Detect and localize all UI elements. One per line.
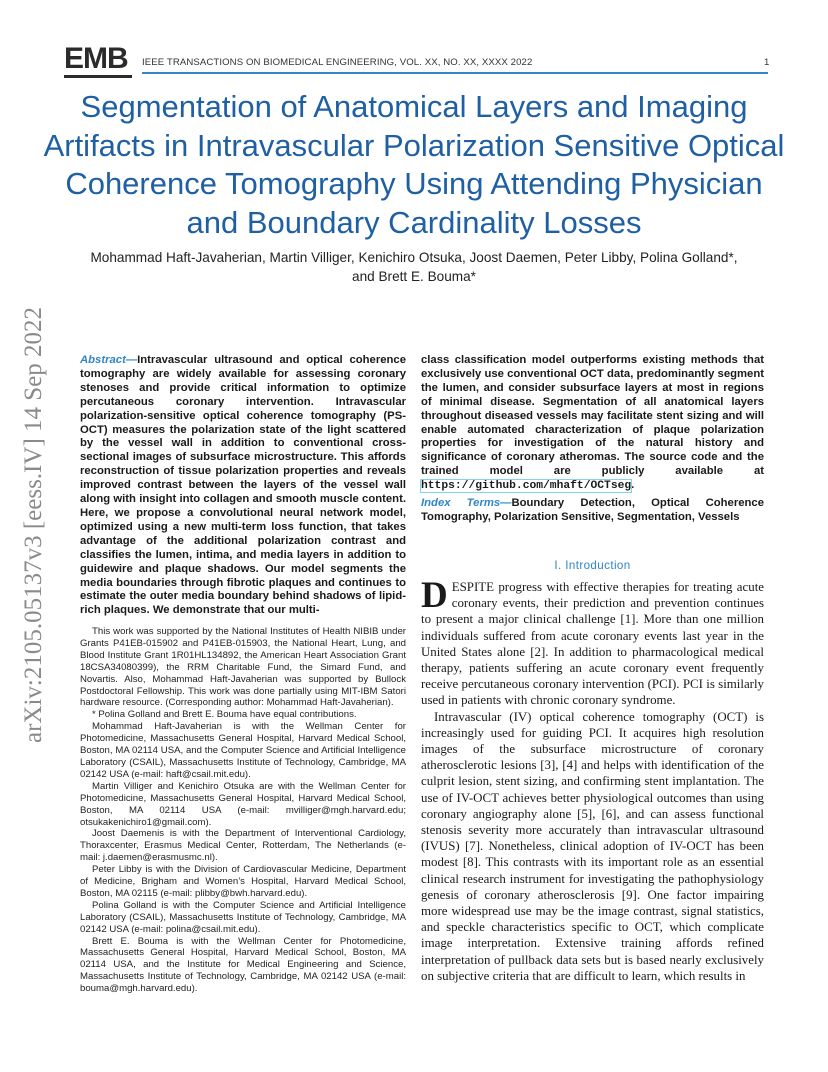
arxiv-id: arXiv:2105.05137v3 [eess.IV] 14 Sep 2022 [20,306,47,744]
source-code-link[interactable]: https://github.com/mhaft/OCTseg [421,480,632,493]
index-terms-text: Boundary Detection, Optical Coherence Tomography, Polarization Sensitive, Segmentation, Vessels [421,497,764,523]
footnote-affiliation: Martin Villiger and Kenichiro Otsuka are with the Wellman Center for Photomedicine, Massachusetts General Hospital, Harvard Medical School, Boston, MA 02114 USA (e-mail: mvilliger@mgh.harvard.edu; otsukakenichiro1@gmail.com). [80,780,406,828]
abstract-text-right: class classification model outperforms existing methods that exclusively use conventional OCT data, predominantly segment the lumen, and consider subsurface layers at most in regions of minimal disease. Segmentation of all anatomical layers throughout diseased vessels may facilitate stent sizing and will enable automated characterization of plaque polarization properties for investigation of the natural history and significance of coronary atheromas. The source code and the trained model are publicly available at [421,354,764,478]
abstract-left [80,354,406,618]
abstract-text-left: Intravascular ultrasound and optical coherence tomography are widely available for assessing coronary stenoses and provide critical information to optimize percutaneous coronary intervention. Intravascular polarization-sensitive optical coherence tomography (PS-OCT) measures the polarization state of the light scattered by the vessel wall in addition to conventional cross-sectional images of subsurface microstructure. This affords reconstruction of tissue polarization properties and reveals improved contrast between the layers of the vessel wall along with insight into collagen and smooth muscle content. Here, we propose a convolutional neural network model, optimized using a new multi-term loss function, that takes advantage of the additional polarization contrast and classifies the lumen, intima, and media layers in addition to guidewire and plaque shadows. Our model segments the media boundaries through fibrotic plaques and continues to estimate the outer media boundary behind shadows of lipid-rich plaques. We demonstrate that our multi- [80,354,406,617]
header-rule [142,72,768,74]
running-head: IEEE TRANSACTIONS ON BIOMEDICAL ENGINEERING, VOL. XX, NO. XX, XXXX 2022 [142,57,533,68]
introduction-body [421,575,764,984]
index-terms [421,496,764,524]
intro-paragraph-2: Intravascular (IV) optical coherence tomography (OCT) is increasingly used for guiding PCI. It acquires high resolution images of the subsurface microstructure of coronary atherosclerotic lesions [3], [4] and helps with identification of the culprit lesion, stent sizing, and confirming stent implantation. The use of IV-OCT achieves better physiological outcomes than using coronary angiography alone [5], [6], and can assess functional stenosis severity more accurately than intravascular ultrasound (IVUS) [7]. Nonetheless, clinical adoption of IV-OCT has been modest [8]. This contrasts with its important role as an essential clinical research instrument for investigating the pathophysiology genesis of coronary atherosclerosis [9]. One factor impairing more widespread use may be the image contrast, signal statistics, and speckle characteristics specific to OCT, which complicate image interpretation. Extensive training affords refined interpretation of pullback data sets but is based nearly exclusively on subjective criteria that are difficult to learn, which results in [421,709,764,983]
intro-paragraph-1-text: ESPITE progress with effective therapies for treating acute coronary events, their prediction and prevention continues to present a major clinical challenge [1]. More than one million individuals suffered from acute coronary events last year in the United States alone [2]. In addition to pharmacological medical therapy, patients suffering an acute coronary event frequently receive percutaneous coronary intervention (PCI). PCI is similarly used in patients with chronic coronary syndrome. [421,580,764,708]
abstract-label: Abstract— [80,354,138,366]
footnote-affiliation: Mohammad Haft-Javaherian is with the Wellman Center for Photomedicine, Massachusetts General Hospital, Harvard Medical School, Boston, MA 02114 USA, and the Computer Science and Artificial Intelligence Laboratory (CSAIL), Massachusetts Institute of Technology, Cambridge, MA 02142 USA (e-mail: haft@csail.mit.edu). [80,721,406,780]
abstract-right [421,354,764,494]
footnotes [80,626,406,995]
emb-logo [64,42,132,76]
footnote-funding: This work was supported by the National Institutes of Health NIBIB under Grants P41EB-015902 and P41EB-015903, the National Heart, Lung, and Blood Institute Grant 1R01HL134892, the American Heart Association Grant 18CSA34080399), the RRM Charitable Fund, the Simard Fund, and Novartis. Also, Mohammad Haft-Javaherian was supported by Bullock Postdoctoral Fellowship. This work was done partially using MIT-IBM Satori hardware resource. (Corresponding author: Mohammad Haft-Javaherian). [80,626,406,709]
drop-cap: D [421,575,448,616]
logo-text: EMB [64,42,128,75]
footnote-equal-contribution: * Polina Golland and Brett E. Bouma have equal contributions. [92,709,357,721]
footnote-affiliation: Polina Golland is with the Computer Science and Artificial Intelligence Laboratory (CSAIL), Massachusetts Institute of Technology, Cambridge, MA 02142 USA (e-mail: polina@csail.mit.edu). [80,899,406,935]
intro-paragraph-1 [421,575,764,709]
footnote-affiliation: Joost Daemenis is with the Department of Interventional Cardiology, Thoraxcenter, Erasmus Medical Center, Rotterdam, The Netherlands (e-mail: j.daemen@erasmusmc.nl). [80,828,406,864]
footnote-affiliation: Peter Libby is with the Division of Cardiovascular Medicine, Department of Medicine, Brigham and Women’s Hospital, Harvard Medical School, Boston, MA 02115 (e-mail: plibby@bwh.harvard.edu). [80,864,406,899]
author-list: Mohammad Haft-Javaherian, Martin Villiger, Kenichiro Otsuka, Joost Daemen, Peter Libby, Polina Golland*, and Brett E. Bouma* [90,250,738,284]
abstract-end: . [631,479,635,492]
logo-underline [64,75,132,78]
section-heading-introduction: I. Introduction [554,559,631,572]
footnote-affiliation: Brett E. Bouma is with the Wellman Center for Photomedicine, Massachusetts General Hospital, Harvard Medical School, Boston, MA 02114 USA, and the Institute for Medical Engineering and Science, Massachusetts Institute of Technology, Cambridge, MA 02142 USA (e-mail: bouma@mgh.harvard.edu). [80,935,406,995]
page-number: 1 [764,57,770,68]
paper-title: Segmentation of Anatomical Layers and Imaging Artifacts in Intravascular Polarization Sensitive Optical Coherence Tomography Using Attending Physician and Boundary Cardinality Losses [43,89,785,240]
index-terms-label: Index Terms— [421,497,512,509]
arxiv-stamp [12,290,56,760]
